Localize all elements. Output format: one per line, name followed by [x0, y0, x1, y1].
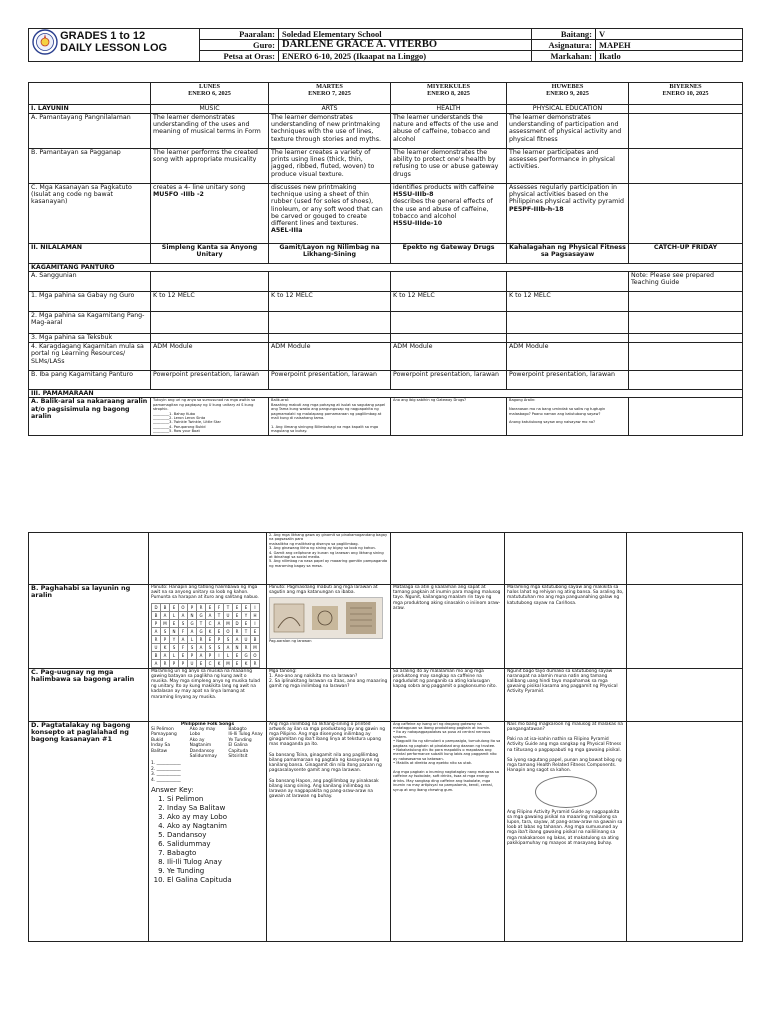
subject-music: MUSIC: [151, 105, 269, 114]
paghahabi-arts: Panuto: Pagmasdang mabuti ang mga larawan at sagutin ang mga katanungan sa ibaba. Pag-aaralan ng larawan: [267, 585, 391, 669]
word-search-cell: E: [170, 603, 179, 611]
answer-blanks: [151, 761, 264, 783]
pagtatalakay-label: D. Pagtatalakay ng bagong konsepto at paglalahad ng bagong kasanayan #1: [29, 721, 149, 941]
folk-song-item: Salidummay: [189, 754, 217, 760]
word-search-cell: P: [152, 619, 161, 627]
pamantayan-sa-pagganap-arts: The learner creates a variety of prints using lines (thick, thin, jagged, ribbed, fluted, woven) to produce visual texture.: [269, 149, 391, 184]
answer-key-item: 10. El Galina Capituda: [167, 876, 264, 885]
kagamitang-pang-mag-aaral-label: 2. Mga pahina sa Kagamitang Pang-Mag-aaral: [29, 312, 151, 334]
gabay-arts: K to 12 MELC: [269, 292, 391, 312]
folk-songs-list: [151, 727, 264, 759]
balik-aral-music: Tukuyin ang uri ng anyo sa sumusunod na mga awitin sa pamamagitan ng pagtapay ng U kung unitary at S kung strophic. _________1. Bahay Kubo _________2. Leron Leron Sinta _________3. Twinkle Twinkle, Little Star _________4. Paruparong Bukid _________5. Row your Boat: [151, 398, 269, 436]
word-search-cell: G: [242, 651, 251, 659]
word-search-cell: N: [233, 643, 242, 651]
pagtatalakay-health: Ang caffeine ay isang uri ng drogang gateway na matatagpuan sa ibang produktong pagkain at inumin. • Ito ay nakapagpapalakas sa puso at central nervous system. • Nagpaiit ito ng stimulant o pampasigla, tumutulong ito sa pagtaas ng pagkain at pinalakad ang daanan ng trustee. • Nakakatulong din ito para mapabilis o mapataas ang mental performance subalit kung labis ang paggamit nito ay nakasasama sa katawan. • Mabilis at direkta ang epekto nito sa utak. Ang mga pagkain o inuming nagtataglay nang maluwas sa caffeine ay tsokolate, soft drinks, tsaa at mga energy drinks. May sangkap ding caffeine ang tsokolate, mga inumin na may artipisyal na pampalamis, kendi, cereal, syrup at ang ibang chewing gum.: [391, 721, 505, 941]
word-search-cell: E: [233, 651, 242, 659]
word-search-cell: S: [161, 627, 170, 635]
header-title-cell: [29, 29, 200, 62]
pamantayang-pangnilalaman-arts: The learner demonstrates understanding of new printmaking techniques with the use of lines, texture through stories and myths.: [269, 114, 391, 149]
answer-key-item: 9. Ye Tunding: [167, 867, 264, 876]
answer-blank: 2. ___________: [151, 766, 181, 772]
corner-cell: [29, 83, 151, 105]
word-search-cell: S: [224, 635, 233, 643]
word-search-cell: D: [233, 619, 242, 627]
karagdagang-health: ADM Module: [391, 343, 507, 371]
teaching-guide-note: Note: Please see prepared Teaching Guide: [629, 272, 743, 292]
word-search-cell: A: [161, 611, 170, 619]
paghahabi-label: B. Paghahabi sa layunin ng aralin: [29, 585, 149, 669]
answer-key-item: 6. Salidummay: [167, 840, 264, 849]
kagamitan-heading: KAGAMITANG PANTURO: [29, 264, 743, 272]
guro-value: DARLENE GRACE A. VITERBO: [279, 40, 532, 51]
markahan-label: Markahan:: [532, 51, 596, 62]
word-search-cell: I: [251, 603, 260, 611]
word-search-cell: R: [242, 643, 251, 651]
pamantayan-sa-pagganap-friday: [629, 149, 743, 184]
word-search-cell: U: [224, 611, 233, 619]
iba-arts: Powerpoint presentation, larawan: [269, 371, 391, 390]
pagtatalakay-arts: Ang mga inilimbag na likhang-sining o printed artwork ay ilan sa mga produktong lay ang gawin ng mga Pilipino. Ang mga disenyong inilimbag ay ginagamitan ng iba't ibang linya at tekstura upang mas maaganda pa ito. Sa bansang Tsina, ginagamit nila ang paglilimbag bilang pamamaraan ng pagtala ng kasaysayan ng kanilang bansa. Ginagamit din nila itong paraan ng pagsasalaysente gamit ang mga larawan. Sa bansang Hapon, ang paglilimbag ay pinakasak bilang isang sining. Ang kanilang inilimbag na larawan ay nagpapakita ng pang-araw-araw na gawain at larawan ng buhay.: [267, 721, 391, 941]
guro-label: Guro:: [200, 40, 279, 51]
page-1: [0, 0, 768, 440]
word-search-cell: P: [188, 651, 197, 659]
day-header-miyerkules: MIYERKULES ENERO 8, 2025: [391, 83, 507, 105]
word-search-cell: U: [188, 659, 197, 667]
word-search-cell: A: [188, 627, 197, 635]
pamantayan-sa-pagganap-pe: The learner participates and assesses performance in physical activities.: [507, 149, 629, 184]
folk-song-item: Ye Tunding: [228, 737, 252, 743]
folk-song-item: Babagto: [228, 727, 247, 733]
paaralan-value: Soledad Elementary School: [279, 29, 532, 40]
word-search-cell: B: [152, 611, 161, 619]
word-search-cell: B: [161, 603, 170, 611]
word-search-cell: P: [188, 603, 197, 611]
kasanayan-music: creates a 4- line unitary song MU5FO -IIIb -2: [151, 184, 269, 244]
word-search-cell: S: [170, 643, 179, 651]
balik-aral-health: Ano ang ibig sabihin ng Gateway Drugs?: [391, 398, 507, 436]
photo-caption: Pag-aaralan ng larawan: [269, 639, 312, 644]
word-search-cell: A: [179, 611, 188, 619]
word-search-cell: B: [251, 635, 260, 643]
kasanayan-label: C. Mga Kasanayan sa Pagkatuto (Isulat ang code ng bawat kasanayan): [29, 184, 151, 244]
word-search-cell: T: [242, 627, 251, 635]
word-search-cell: C: [206, 619, 215, 627]
iba-pe: Powerpoint presentation, larawan: [507, 371, 629, 390]
pag-uugnay-label: C. Pag-uugnay ng mga halimbawa sa bagong aralin: [29, 668, 149, 721]
word-search-cell: A: [197, 643, 206, 651]
word-search-cell: I: [251, 619, 260, 627]
paghahabi-pe: Maraming mga katutubong sayaw ang makikita sa halos lahat ng rehiyon ng ating bansa. Sa araling ito, matututuhan mo ang mga panguanahing galaw ng katutubong sayaw na Cariñosa.: [505, 585, 627, 669]
word-search-cell: R: [197, 603, 206, 611]
printmaking-photo: [269, 597, 383, 639]
word-search-cell: G: [197, 627, 206, 635]
pamantayan-sa-pagganap-label: B. Pamantayan sa Pagganap: [29, 149, 151, 184]
iba-health: Powerpoint presentation, larawan: [391, 371, 507, 390]
iba-music: Powerpoint presentation, larawan: [151, 371, 269, 390]
nilalaman-friday: CATCH-UP FRIDAY: [629, 244, 743, 264]
word-search-cell: U: [152, 643, 161, 651]
nilalaman-arts: Gamit/Layon ng Nilimbag na Likhang-Sining: [269, 244, 391, 264]
pamantayan-sa-pagganap-health: The learner demonstrates the ability to protect one's health by refusing to use or abuse gateway drugs: [391, 149, 507, 184]
folk-song-item: Ako ay may Lobo: [189, 727, 216, 738]
folk-song-item: Pamaypang Bukid: [151, 732, 177, 743]
answer-key-item: 3. Ako ay may Lobo: [167, 813, 264, 822]
subject-friday: [629, 105, 743, 114]
pag-uugnay-arts: Mga tanong: 1. Ano-ano ang nakikita mo sa larawan? 2. Sa iplinakitang larawan sa itaas, ano ang maaaring gamit ng mga inilimbag na larawan?: [267, 668, 391, 721]
word-search-cell: Y: [170, 635, 179, 643]
answer-blank: 3. ___________: [151, 772, 181, 778]
word-search-cell: K: [242, 659, 251, 667]
word-search-cell: E: [179, 651, 188, 659]
word-search-cell: E: [251, 627, 260, 635]
fitness-components-diagram: [535, 776, 597, 808]
word-search-cell: E: [197, 659, 206, 667]
gabay-music: K to 12 MELC: [151, 292, 269, 312]
folk-song-item: El Galina Capituda: [228, 743, 249, 754]
word-search-cell: O: [224, 627, 233, 635]
word-search-cell: E: [170, 619, 179, 627]
pamamaraan-heading: III. PAMAMARAAN: [29, 390, 743, 398]
answer-key-item: 1. Si Pelimon: [167, 795, 264, 804]
word-search-cell: A: [152, 627, 161, 635]
word-search-cell: E: [206, 635, 215, 643]
word-search-cell: R: [251, 659, 260, 667]
word-search-cell: K: [206, 627, 215, 635]
answer-blank: 1. ___________: [151, 761, 181, 767]
word-search-cell: K: [215, 659, 224, 667]
word-search-cell: U: [242, 635, 251, 643]
pamantayang-pangnilalaman-label: A. Pamantayang Pangnilalaman: [29, 114, 151, 149]
teksbuk-label: 3. Mga pahina sa Teksbuk: [29, 334, 151, 343]
pag-uugnay-pe: Ngunit bago tayo dumako sa katutubong sayaw naranapat na alamin muna natin ang tamang kalibang uang hindi tayo mapahamak sa mga gawaing pisikal kasama ang paggamit ng Physical Activity Pyramid.: [505, 668, 627, 721]
balik-aral-arts-continued: 2. Ang mga likhang gawa ay ginamit sa pinakamagandang bagay na pagsasalin para maisalikha ng malikhaing disenyo sa paglilimbag. 3. Ang ginawang likha ng sining ay bigay sa loob ng kahon. 4. Gamit ang cellphone ay kunan ng larawan ang likhang sining at ibinahagi sa social media. 5. Ang nilimbag na nasa papel ay maaaring gamitin pampaganda ng maraming bagay sa mesa.: [267, 533, 391, 585]
word-search-cell: E: [233, 659, 242, 667]
word-search-cell: L: [188, 635, 197, 643]
answer-key-item: 5. Dandansoy: [167, 831, 264, 840]
pag-uugnay-health: Sa araling ito ay malalaman mo ang mga produktong may sangkap na caffeine na nagdudulot ng panganib sa ating kalusugan kapag sobra ang paggamit o pagkonsumo nito.: [391, 668, 505, 721]
answer-key-item: 4. Ako ay Nagtanim: [167, 822, 264, 831]
word-search-cell: S: [179, 619, 188, 627]
word-search-cell: L: [170, 611, 179, 619]
nilalaman-health: Epekto ng Gateway Drugs: [391, 244, 507, 264]
word-search-cell: P: [206, 651, 215, 659]
deped-seal-icon: [32, 29, 58, 55]
word-search-cell: F: [179, 627, 188, 635]
word-search-cell: H: [251, 611, 260, 619]
answer-key-item: 8. Ili-Ili Tulog Anay: [167, 858, 264, 867]
pamantayang-pangnilalaman-music: The learner demonstrates understanding of the uses and meaning of musical terms in Form: [151, 114, 269, 149]
folk-song-item: Inday Sa Balitaw: [151, 743, 171, 754]
word-search-cell: B: [152, 651, 161, 659]
word-search-cell: A: [233, 635, 242, 643]
word-search-cell: C: [206, 659, 215, 667]
word-search-cell: O: [251, 651, 260, 659]
nilalaman-pe: Kahalagahan ng Physical Fitness sa Pagsasayaw: [507, 244, 629, 264]
petsa-label: Petsa at Oras:: [200, 51, 279, 62]
word-search-cell: A: [179, 635, 188, 643]
word-search-grid: [151, 603, 260, 668]
answer-key: Answer Key: 1. Si Pelimon 2. Inday Sa Balitaw 3. Ako ay may Lobo 4. Ako ay Nagtanim 5. Dandansoy 6. Salidummay 7. Babagto 8. Ili-Ili Tulog Anay 9. Ye Tunding 10. El Galina Capituda: [151, 786, 264, 885]
word-search-cell: P: [170, 659, 179, 667]
answer-blank: 4. ___________: [151, 777, 181, 783]
word-search-cell: T: [224, 603, 233, 611]
balik-aral-pe: Bagong Aralin: Naranasan mo na bang umindak sa saliw ng tugtugin malasbago? Paano naman ang katutubong sayaw? Anong katutubong sayaw ang naisayaw mo na?: [507, 398, 629, 436]
word-search-cell: N: [188, 611, 197, 619]
pamantayang-pangnilalaman-friday: [629, 114, 743, 149]
folk-song-item: Si Pelimon: [151, 727, 174, 733]
word-search-cell: S: [206, 643, 215, 651]
kasanayan-friday: [629, 184, 743, 244]
pamantayan-sa-pagganap-music: The learner performs the created song with appropriate musicality: [151, 149, 269, 184]
word-search-cell: P: [179, 659, 188, 667]
page-gap: [0, 440, 768, 532]
word-search-cell: R: [197, 635, 206, 643]
word-search-cell: I: [215, 651, 224, 659]
day-header-lunes: LUNES ENERO 6, 2025: [151, 83, 269, 105]
asignatura-value: MAPEH: [596, 40, 743, 51]
word-search-cell: A: [152, 659, 161, 667]
word-search-cell: L: [224, 651, 233, 659]
word-search-cell: O: [179, 603, 188, 611]
paaralan-label: Paaralan:: [200, 29, 279, 40]
word-search-cell: S: [215, 643, 224, 651]
petsa-value: ENERO 6-10, 2025 (Ikaapat na Linggo): [279, 51, 532, 62]
word-search-cell: R: [233, 627, 242, 635]
title-line-1: GRADES 1 to 12: [60, 30, 146, 42]
paghahabi-music: Panuto: Hanapin ang tatlong halimbawa ng mga awit na sa anyong unitary sa loob ng kahon. Pumunta sa harapan at ituro ang salitang nabuo. D B E O P R E F T E E I B A L A N G A T U E Y H P M E S G T C A M D E I A S N F A G K E O R T E R P Y A L R E P S A U B U K S F S A S S A N R M B A L E P A P I L E G O A R P P U E C K M E K R: [149, 585, 267, 669]
word-search-cell: A: [215, 619, 224, 627]
kasanayan-arts: discusses new printmaking technique using a sheet of thin rubber (used for soles of shoes), linoleum, or any soft wood that can be carved or gouged to create different lines and textures. A5EL-IIIa: [269, 184, 391, 244]
nilalaman-music: Simpleng Kanta sa Anyong Unitary: [151, 244, 269, 264]
pagtatalakay-pe: Nais mo bang magkaroon ng malusog at malakas na pangangatawan? Paki na at isa-isahin nathin sa Filipino Pyramid Activity Guide ang mga sangkap ng Physical Fitness na tiitusang o pagpapabuti ng mga gawaing pisikal. Sa iyong sagutang papel, punan ang bawat bilog ng mga tamang Health Related Fitness Components. Hanapin ang sagot sa kahon. Ang Filipino Activity Pyramid Guide ay nagpapakita sa mga gawaing pisikal na maaaring mailulong sa lupon, tara, sayaw, at pang-araw-araw na gawain sa loob at labas ng tahanan. Ang mga sumusunod ay mga iba't ibang gawaing pisikal na nailiilinang sa mga makakaroon ng lakas, at makatulong sa ating pakikipamuhay ng maayos at masayang buhay.: [505, 721, 627, 941]
day-header-martes: MARTES ENERO 7, 2025: [269, 83, 391, 105]
nilalaman-heading: II. NILALAMAN: [29, 244, 151, 264]
kasanayan-health: identifies products with caffeine H5SU-IIIb-8 describes the general effects of the use and abuse of caffeine, tobacco and alcohol H5SU-IIIde-10: [391, 184, 507, 244]
word-search-cell: M: [224, 619, 233, 627]
word-search-cell: E: [206, 603, 215, 611]
word-search-cell: F: [179, 643, 188, 651]
gabay-label: 1. Mga pahina sa Gabay ng Guro: [29, 292, 151, 312]
sanggunian-label: A. Sanggunian: [29, 272, 151, 292]
folk-song-item: Dandansoy: [189, 748, 215, 754]
dll-table-page1: [28, 82, 743, 436]
folk-song-item: Ako ay Nagtanim: [189, 737, 212, 749]
word-search-cell: M: [224, 659, 233, 667]
title-line-2: DAILY LESSON LOG: [60, 42, 168, 54]
word-search-cell: P: [161, 635, 170, 643]
pamantayang-pangnilalaman-health: The learner understands the nature and effects of the use and abuse of caffeine, tobacco and alcohol: [391, 114, 507, 149]
word-search-cell: T: [197, 619, 206, 627]
answer-key-item: 2. Inday Sa Balitaw: [167, 804, 264, 813]
karagdagang-kagamitan-label: 4. Karagdagang Kagamitan mula sa portal ng Learning Resources/ SLMs/LASs: [29, 343, 151, 371]
word-search-cell: M: [251, 643, 260, 651]
word-search-cell: E: [233, 611, 242, 619]
paghahabi-health: Matalaga sa atin g kaalaman ang sapat at tamang pagkain at inumin para maging malusog tayo. Ngunit, kailangang maalam rin tayo ng mga produktong aking sinasakin o iniinom araw-araw.: [391, 585, 505, 669]
word-search-cell: A: [197, 651, 206, 659]
word-search-cell: T: [215, 611, 224, 619]
markahan-value: Ikatlo: [596, 51, 743, 62]
pamantayang-pangnilalaman-pe: The learner demonstrates understanding of participation and assessment of physical activity and physical fitness: [507, 114, 629, 149]
word-search-cell: F: [215, 603, 224, 611]
subject-pe: PHYSICAL EDUCATION: [507, 105, 629, 114]
word-search-cell: P: [215, 635, 224, 643]
baitang-label: Baitang:: [532, 29, 596, 40]
folk-song-item: Ili-Ili Tulog Anay: [228, 732, 263, 738]
karagdagang-music: ADM Module: [151, 343, 269, 371]
word-search-cell: E: [242, 603, 251, 611]
page-2: [0, 532, 768, 1024]
balik-aral-arts: Balik-aral: Basahing mabuti ang mga pahayag at isulat sa sagutang papel ang Tama kung wasto ang pangungusap ng nagpapakita ng pagmamalaki ng malalapang pamamaraan ng paglilimbag at mali kung di naisahang tama. 1. Ang ilimang siningng Bilimbahagi na mga kapalit sa mga magulang sa buhay.: [269, 398, 391, 436]
day-header-biyernes: BIYERNES ENERO 10, 2025: [629, 83, 743, 105]
pag-uugnay-music: Maraming uri ng anyo sa musika na maaaring gawing batayan sa paglikha ng kung awit o musika. May mga simpleng anyo ng musika tulad ng unitary. Ito ay kung makikita lang ng awit na kadalasan ay may apat na linya lamang at maraming linyang ay musika.: [149, 668, 267, 721]
word-search-cell: D: [152, 603, 161, 611]
gabay-pe: K to 12 MELC: [507, 292, 629, 312]
subject-health: HEALTH: [391, 105, 507, 114]
balik-aral-label: A. Balik-aral sa nakaraang aralin at/o pagsisimula ng bagong aralin: [29, 398, 151, 436]
word-search-cell: A: [206, 611, 215, 619]
folk-songs-title: Philippine Folk Songs: [180, 721, 235, 727]
word-search-cell: K: [161, 643, 170, 651]
day-header-huwebes: HUWEBES ENERO 9, 2025: [507, 83, 629, 105]
word-search-cell: R: [161, 659, 170, 667]
word-search-cell: R: [152, 635, 161, 643]
answer-key-item: 7. Babagto: [167, 849, 264, 858]
word-search-cell: N: [170, 627, 179, 635]
gabay-health: K to 12 MELC: [391, 292, 507, 312]
word-search-cell: L: [170, 651, 179, 659]
word-search-cell: E: [215, 627, 224, 635]
word-search-cell: G: [188, 619, 197, 627]
karagdagang-arts: ADM Module: [269, 343, 391, 371]
kasanayan-pe: Assesses regularly participation in physical activities based on the Philippines physical activity pyramid PE5PF-IIIb-h-18: [507, 184, 629, 244]
iba-pang-kagamitan-label: B. Iba pang Kagamitang Panturo: [29, 371, 151, 390]
asignatura-label: Asignatura:: [532, 40, 596, 51]
word-search-cell: G: [197, 611, 206, 619]
subject-arts: ARTS: [269, 105, 391, 114]
word-search-cell: Y: [242, 611, 251, 619]
word-search-cell: M: [161, 619, 170, 627]
word-search-cell: E: [242, 619, 251, 627]
word-search-cell: E: [233, 603, 242, 611]
pagtatalakay-music: [149, 721, 267, 941]
word-search-cell: A: [161, 651, 170, 659]
word-search-cell: A: [224, 643, 233, 651]
header-table: [28, 28, 743, 62]
word-search-cell: S: [188, 643, 197, 651]
folk-song-item: Sitsiritsit: [228, 754, 248, 760]
karagdagang-pe: ADM Module: [507, 343, 629, 371]
layunin-heading: I. LAYUNIN: [29, 105, 151, 114]
dll-table-page2: [28, 532, 743, 942]
baitang-value: V: [596, 29, 743, 40]
